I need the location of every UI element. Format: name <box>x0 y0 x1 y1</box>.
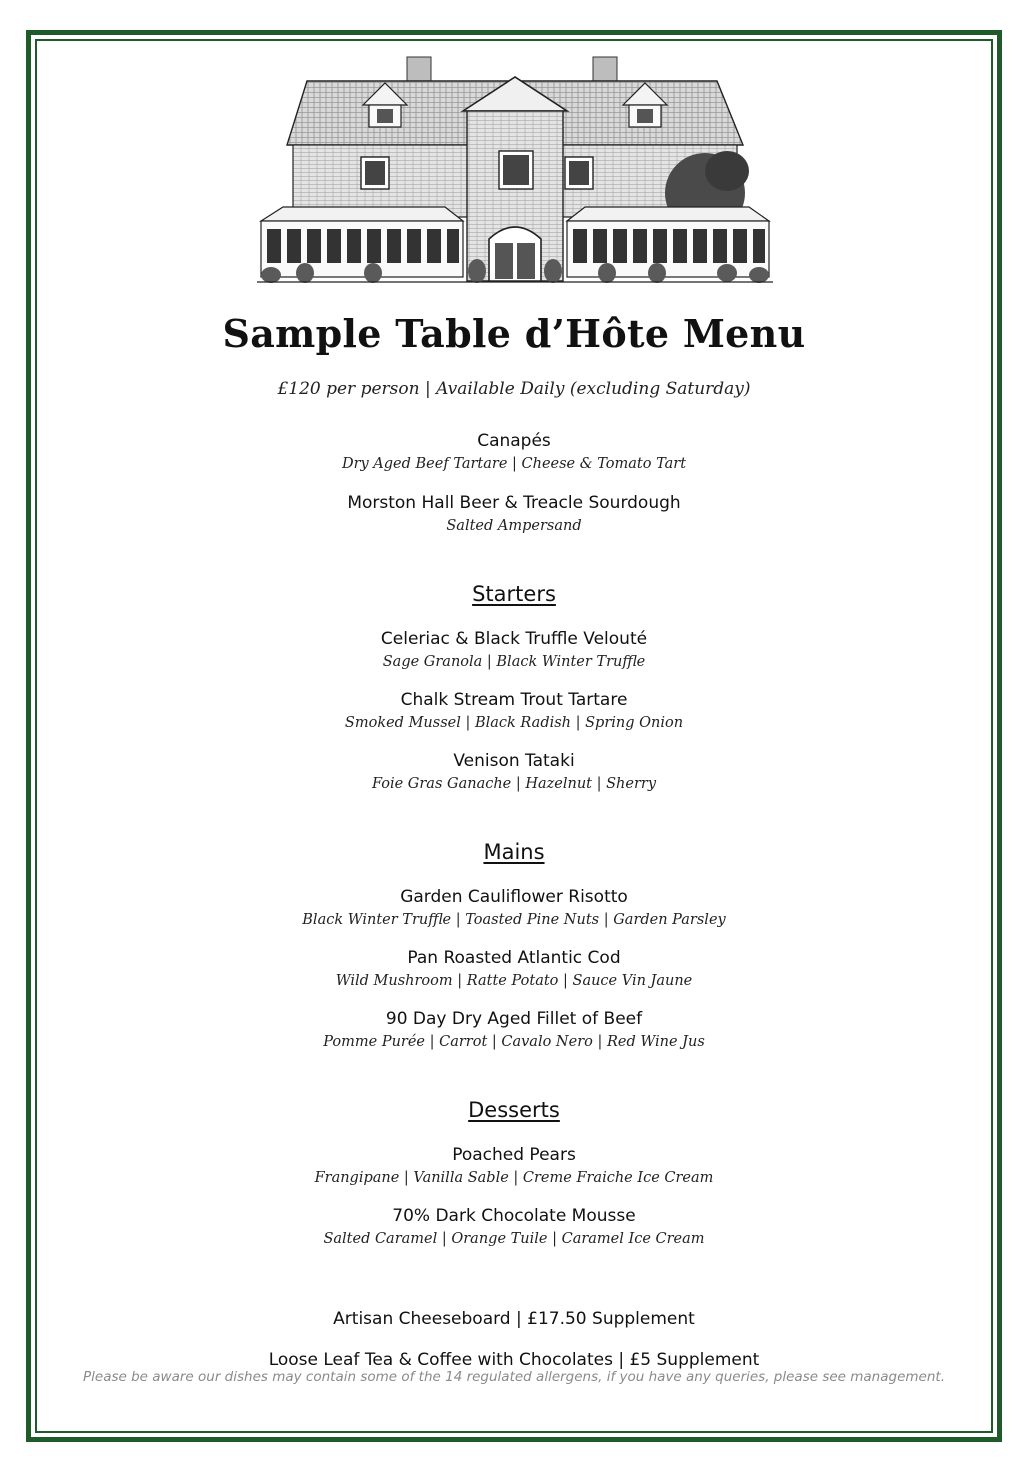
starter-item <box>35 751 993 792</box>
dish-description: Pomme Purée | Carrot | Cavalo Nero | Red Wine Jus <box>323 1034 705 1050</box>
dish-description: Wild Mushroom | Ratte Potato | Sauce Vin Jaune <box>335 973 693 989</box>
house-illustration <box>257 53 773 285</box>
starter-item <box>35 629 993 670</box>
dish-name: 70% Dark Chocolate Mousse <box>392 1206 636 1226</box>
dish-name: Venison Tataki <box>453 751 575 771</box>
intro-item-sourdough <box>35 493 993 534</box>
dish-name: Canapés <box>477 431 551 451</box>
dish-description: Salted Ampersand <box>446 518 582 534</box>
section-heading-mains: Mains <box>483 840 545 864</box>
main-item <box>35 887 993 928</box>
intro-item-canapes <box>35 431 993 472</box>
menu-page <box>35 39 993 1433</box>
allergen-notice: Please be aware our dishes may contain some of the 14 regulated allergens, if you have any queries, please see management. <box>83 1369 945 1385</box>
dish-description: Foie Gras Ganache | Hazelnut | Sherry <box>371 776 657 792</box>
dish-name: Chalk Stream Trout Tartare <box>400 690 628 710</box>
dish-description: Dry Aged Beef Tartare | Cheese & Tomato Tart <box>341 456 687 472</box>
dish-name: 90 Day Dry Aged Fillet of Beef <box>385 1009 643 1029</box>
dessert-item <box>35 1206 993 1247</box>
dish-name: Pan Roasted Atlantic Cod <box>407 948 621 968</box>
dish-description: Black Winter Truffle | Toasted Pine Nuts | Garden Parsley <box>302 912 726 928</box>
dish-description: Smoked Mussel | Black Radish | Spring Onion <box>344 715 684 731</box>
dish-name: Poached Pears <box>452 1145 576 1165</box>
section-heading-starters: Starters <box>472 582 556 606</box>
section-heading-desserts: Desserts <box>468 1098 560 1122</box>
starter-item <box>35 690 993 731</box>
price-availability: £120 per person | Available Daily (excluding Saturday) <box>277 379 751 399</box>
menu-title: Sample Table d’Hôte Menu <box>222 311 806 356</box>
dish-name: Garden Cauliflower Risotto <box>400 887 628 907</box>
main-item <box>35 948 993 989</box>
dessert-item <box>35 1145 993 1186</box>
dish-name: Morston Hall Beer & Treacle Sourdough <box>347 493 681 513</box>
tea-coffee-supplement: Loose Leaf Tea & Coffee with Chocolates | £5 Supplement <box>268 1350 760 1370</box>
main-item <box>35 1009 993 1050</box>
cheeseboard-supplement: Artisan Cheeseboard | £17.50 Supplement <box>333 1309 695 1329</box>
dish-description: Sage Granola | Black Winter Truffle <box>382 654 646 670</box>
dish-description: Salted Caramel | Orange Tuile | Caramel Ice Cream <box>323 1231 705 1247</box>
dish-description: Frangipane | Vanilla Sable | Creme Fraiche Ice Cream <box>314 1170 714 1186</box>
dish-name: Celeriac & Black Truffle Velouté <box>380 629 648 649</box>
